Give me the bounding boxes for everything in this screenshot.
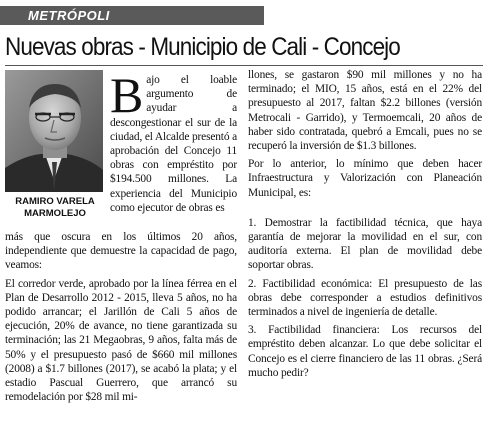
- author-portrait-image: [5, 70, 103, 192]
- section-header: [0, 6, 264, 25]
- paragraph-examples: El corredor verde, aprobado por la línea férrea en el Plan de Desarrollo 2012 - 2015, lleva 5 años, no ha podido arrancar; el Jarillón de Cali 5 años de ejecución, 20% de avance, no tiene garantizada su terminación; las 21 Megaobras, 9 años, falta más de 50% y el presupuesto pasó de $660 mil millones (2008) a $1.7 billones (2017), se acabó la plata; y el estadio Pascual Guerrero, que arrancó su remodelación por $28 mil mi-: [5, 277, 237, 404]
- article-column-2: [248, 68, 482, 380]
- author-caption: [5, 196, 105, 220]
- author-photo: [5, 70, 103, 192]
- paragraph-examples-continued: llones, se gastaron $90 mil millones y no ha terminado; el MIO, 15 años, está en el 22% del presupuesto al 2017, faltan $2.2 billones (versión Metrocali - Garrido), y Termoemcali, 20 años de haber sido contratada, quebró a Emcali, pues no se recuperó la inversión de $1.3 billones.: [248, 69, 482, 153]
- paragraph-point-1: 1. Demostrar la factibilidad técnica, que haya garantía de mejorar la movilidad en el sur, con auditoría externa. El plan de movilidad debe soportar obras.: [248, 216, 482, 272]
- paragraph-point-2: 2. Factibilidad económica: El presupuesto de las obras debe corresponder a estudios definitivos terminados a nivel de ingeniería de detalle.: [248, 277, 482, 319]
- author-name-line1: RAMIRO VARELA: [15, 196, 95, 207]
- article-column-1-top: [110, 67, 237, 215]
- paragraph-intro: [110, 67, 237, 215]
- drop-cap: B: [110, 67, 144, 123]
- paragraph-point-3: 3. Factibilidad financiera: Los recursos del empréstito deben alcanzar. Lo que debe solicitar el Concejo es el cierre financiero de las 11 obras. ¿Será mucho pedir?: [248, 324, 482, 379]
- paragraph-intro-continued: más que oscura en los últimos 20 años, independiente que demuestre la capacidad de pago, veamos:: [5, 231, 237, 272]
- paragraph-gap: [248, 200, 482, 216]
- headline: Nuevas obras - Municipio de Cali - Concejo: [5, 33, 400, 61]
- section-label: METRÓPOLI: [28, 8, 110, 23]
- headline-rule: [5, 65, 483, 66]
- article-column-1-bottom: [5, 230, 237, 404]
- paragraph-requirements-intro: Por lo anterior, lo mínimo que deben hacer Infraestructura y Valorización con Planeación Municipal, es:: [248, 158, 482, 199]
- author-name-line2: MARMOLEJO: [24, 208, 86, 219]
- paragraph-intro-text: ajo el loable argumento de ayudar a descongestionar el sur de la ciudad, el Alcalde presentó a aprobación del Concejo 11 obras con empréstito por $194.500 millones. La experiencia del Municipio como ejecutor de obras es: [110, 74, 237, 214]
